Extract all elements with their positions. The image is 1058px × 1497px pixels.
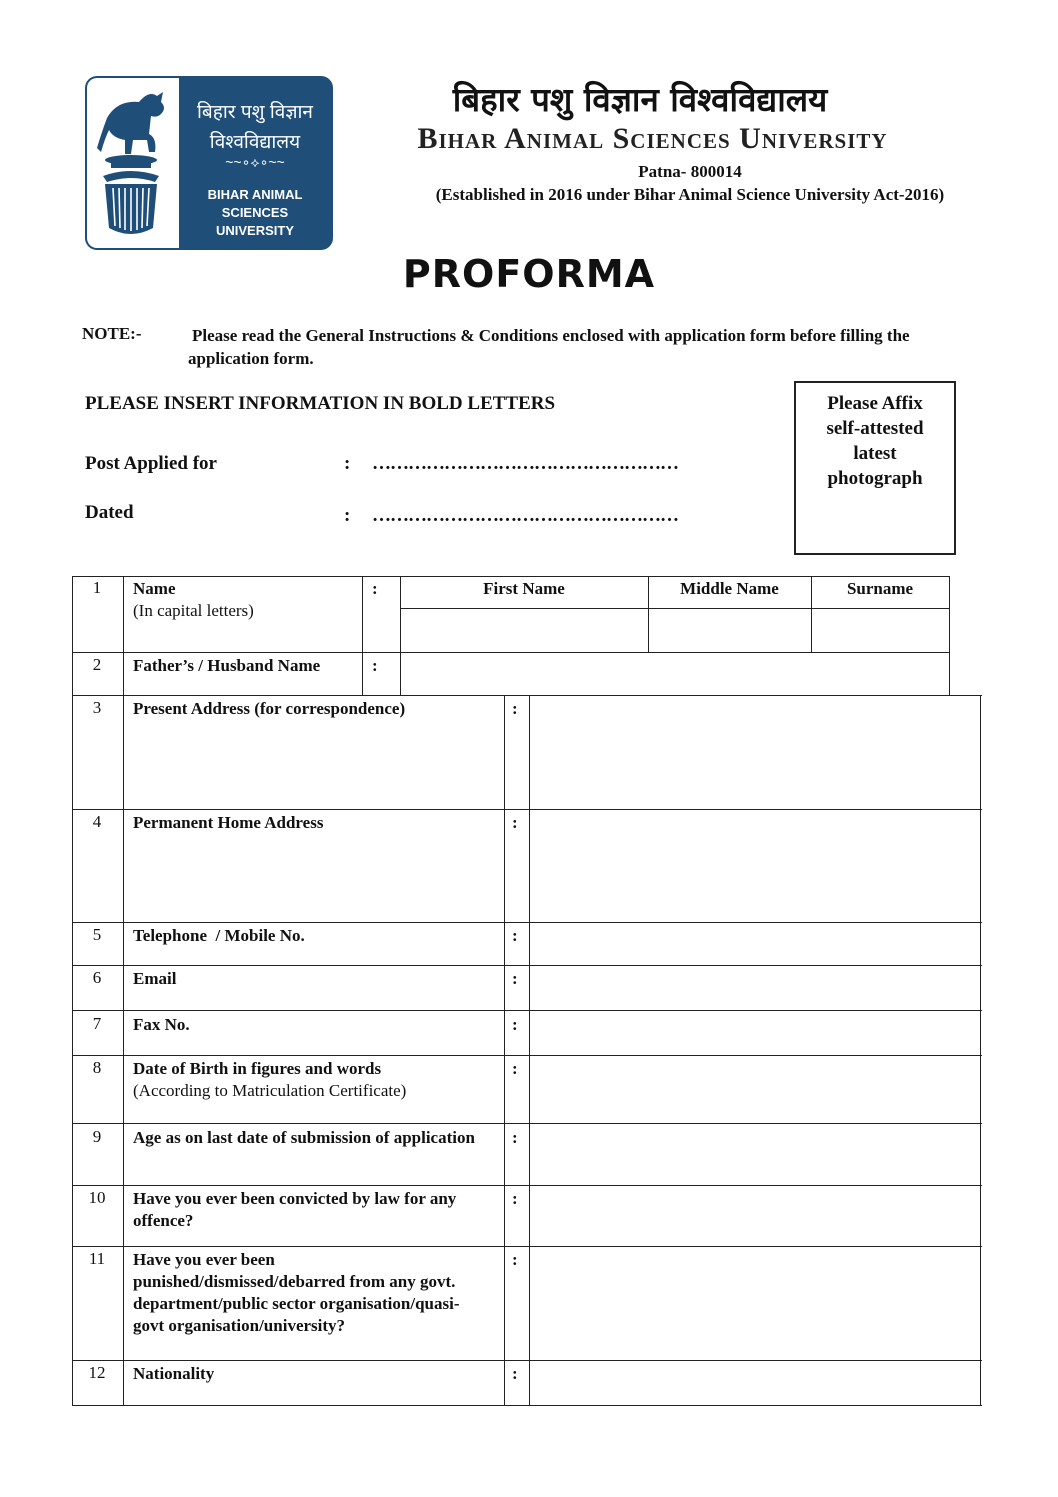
permanent-address-input[interactable]: [531, 811, 979, 921]
row-number: 9: [92, 1127, 102, 1146]
first-name-input[interactable]: [402, 610, 647, 651]
permanent-address-label: Permanent Home Address: [133, 813, 324, 832]
logo-ornament: ~~∘⟡∘~~: [225, 154, 285, 170]
photo-line1: Please Affix: [827, 393, 923, 414]
fax-colon: :: [512, 1015, 518, 1034]
convicted-colon: :: [512, 1189, 518, 1208]
present-address-label: Present Address (for correspondence): [133, 699, 406, 718]
logo-english-line2: UNIVERSITY: [215, 223, 294, 238]
convicted-label: Have you ever been convicted by law for any offence?: [133, 1189, 457, 1230]
hindi-university-title: बिहार पशु विज्ञान विश्वविद्यालय: [452, 80, 828, 119]
punished-input[interactable]: [531, 1248, 979, 1359]
note-label: NOTE:-: [82, 324, 142, 343]
present-address-input[interactable]: [531, 697, 979, 808]
bull-emblem-icon: [87, 78, 179, 248]
dated-label: Dated: [85, 502, 134, 523]
email-input[interactable]: [531, 967, 979, 1009]
age-label: Age as on last date of submission of application: [133, 1128, 475, 1147]
row-number: 10: [88, 1188, 106, 1207]
insert-instruction: PLEASE INSERT INFORMATION IN BOLD LETTERS: [85, 393, 556, 414]
dated-colon: :: [344, 505, 351, 526]
dob-input[interactable]: [531, 1057, 979, 1122]
english-university-title: Bihar Animal Sciences University: [417, 122, 888, 155]
fax-input[interactable]: [531, 1012, 979, 1054]
established-note: (Established in 2016 under Bihar Animal Science University Act-2016): [435, 185, 945, 204]
logo-hindi-line2: विश्वविद्यालय: [209, 132, 301, 153]
dob-colon: :: [512, 1059, 518, 1078]
logo-english-line1: BIHAR ANIMAL SCIENCES: [207, 187, 303, 220]
present-address-colon: :: [512, 699, 518, 718]
photo-line3: latest: [853, 443, 897, 464]
row-number: 6: [92, 968, 102, 987]
row-number: 7: [92, 1014, 102, 1033]
nationality-label: Nationality: [133, 1364, 215, 1383]
email-label: Email: [133, 969, 177, 988]
age-colon: :: [512, 1128, 518, 1147]
row-number: 11: [88, 1249, 106, 1268]
logo-hindi-line1: बिहार पशु विज्ञान: [197, 102, 313, 123]
row-number: 5: [92, 925, 102, 944]
row-number: 4: [92, 812, 102, 831]
row-number: 8: [92, 1058, 102, 1077]
post-applied-label: Post Applied for: [85, 453, 217, 474]
father-husband-colon: :: [372, 656, 378, 675]
row-number: 2: [92, 655, 102, 674]
permanent-address-colon: :: [512, 813, 518, 832]
university-logo: [85, 76, 333, 250]
logo-text-panel: [179, 78, 331, 248]
photo-line4: photograph: [827, 468, 923, 489]
punished-label: Have you ever been punished/dismissed/debarred from any govt. department/public sector organisation/quasi-govt organisation/university?: [133, 1250, 460, 1335]
logo-english: [179, 186, 331, 240]
name-colon: :: [372, 579, 378, 598]
photo-box[interactable]: [794, 381, 956, 555]
dob-sublabel: (According to Matriculation Certificate): [133, 1081, 407, 1100]
note-text: Please read the General Instructions & Conditions enclosed with application form before filling the application form.: [188, 326, 910, 368]
middle-name-header: Middle Name: [680, 579, 779, 598]
name-sublabel: (In capital letters): [133, 601, 254, 620]
age-input[interactable]: [531, 1125, 979, 1184]
nationality-input[interactable]: [531, 1362, 979, 1404]
name-label: Name: [133, 579, 176, 598]
pin-code: Patna- 800014: [638, 162, 742, 181]
telephone-input[interactable]: [531, 924, 979, 964]
email-colon: :: [512, 969, 518, 988]
father-husband-name-label: Father’s / Husband Name: [133, 656, 321, 675]
telephone-colon: :: [512, 926, 518, 945]
dated-field[interactable]: ……………………………………………: [372, 505, 678, 526]
convicted-input[interactable]: [531, 1187, 979, 1245]
first-name-header: First Name: [483, 579, 565, 598]
punished-colon: :: [512, 1250, 518, 1269]
row-number: 12: [88, 1363, 106, 1382]
nationality-colon: :: [512, 1364, 518, 1383]
middle-name-input[interactable]: [650, 610, 810, 651]
page-title: PROFORMA: [402, 252, 656, 296]
post-applied-field[interactable]: ……………………………………………: [372, 453, 678, 474]
post-applied-colon: :: [344, 453, 351, 474]
surname-header: Surname: [846, 579, 914, 598]
row-number: 3: [92, 698, 102, 717]
surname-input[interactable]: [813, 610, 948, 651]
row-number: 1: [92, 578, 102, 597]
fax-label: Fax No.: [133, 1015, 190, 1034]
photo-line2: self-attested: [826, 418, 924, 439]
father-husband-name-input[interactable]: [402, 654, 948, 694]
telephone-label: Telephone / Mobile No.: [133, 926, 305, 945]
dob-label: Date of Birth in figures and words: [133, 1059, 382, 1078]
